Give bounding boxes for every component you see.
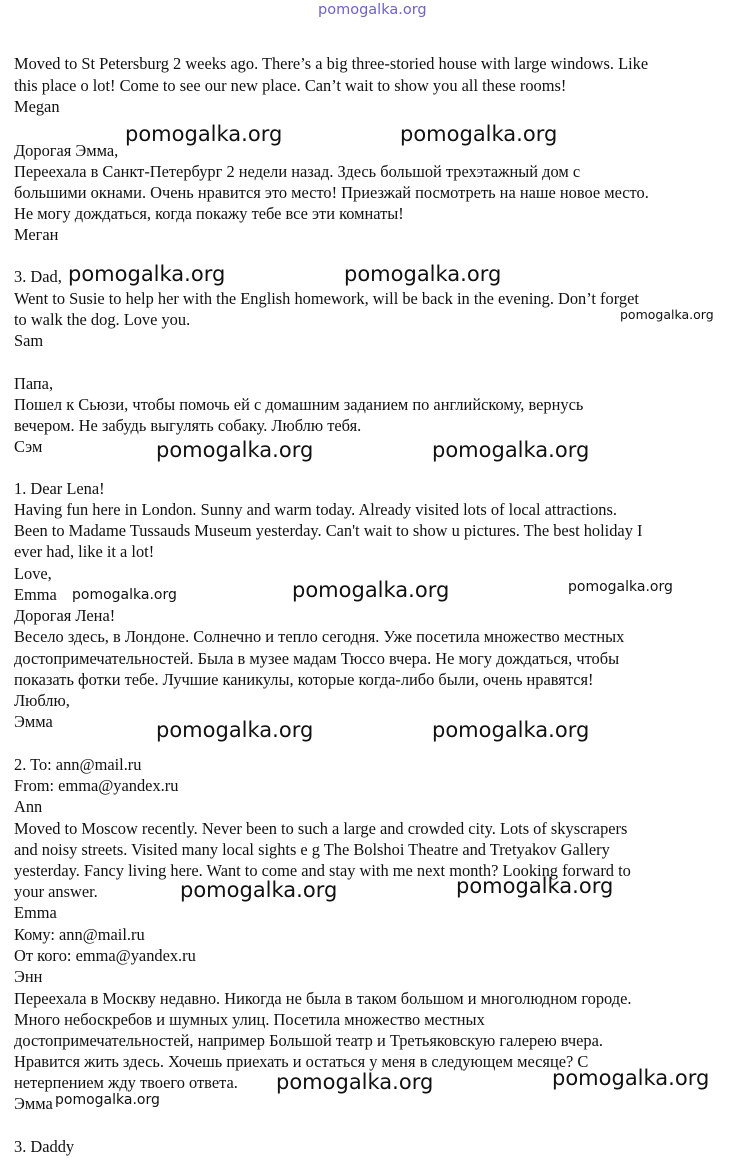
watermark: pomogalka.org (125, 122, 283, 146)
text-line: Love, (14, 564, 52, 583)
text-line: Эмма (14, 712, 53, 731)
text-line: Megan (14, 97, 60, 116)
text-line: Moved to Moscow recently. Never been to such a large and crowded city. Lots of skyscrapers (14, 819, 628, 838)
text-line: Дорогая Лена! (14, 606, 116, 625)
text-line: Люблю, (14, 691, 70, 710)
text-line: От кого: emma@yandex.ru (14, 946, 196, 965)
watermark: pomogalka.org (400, 122, 558, 146)
watermark: pomogalka.org (68, 262, 226, 286)
watermark-top: pomogalka.org (318, 2, 427, 18)
text-line: 1. Dear Lena! (14, 479, 105, 498)
text-line: нетерпением жду твоего ответа. (14, 1073, 238, 1092)
watermark: pomogalka.org (180, 878, 338, 902)
text-line: Emma (14, 585, 57, 604)
text-line: Moved to St Petersburg 2 weeks ago. There’s a big three-storied house with large windows. Like (14, 54, 649, 73)
text-line: and noisy streets. Visited many local sights e g The Bolshoi Theatre and Tretyakov Gallery (14, 840, 610, 859)
text-line: Кому: ann@mail.ru (14, 925, 145, 944)
watermark: pomogalka.org (292, 578, 450, 602)
watermark: pomogalka.org (432, 718, 590, 742)
text-line: Sam (14, 331, 44, 350)
text-line: Меган (14, 225, 59, 244)
text-line: Went to Susie to help her with the English homework, will be back in the evening. Don’t forget (14, 289, 639, 308)
text-line: Не могу дождаться, когда покажу тебе все эти комнаты! (14, 204, 404, 223)
text-line: Сэм (14, 437, 43, 456)
watermark: pomogalka.org (156, 718, 314, 742)
watermark: pomogalka.org (156, 438, 314, 462)
watermark: pomogalka.org (276, 1070, 434, 1094)
text-line: to walk the dog. Love you. (14, 310, 191, 329)
text-line: From: emma@yandex.ru (14, 776, 179, 795)
text-line: Been to Madame Tussauds Museum yesterday. Can't wait to show u pictures. The best holiday I (14, 521, 643, 540)
text-line: yesterday. Fancy living here. Want to come and stay with me next month? Looking forward to (14, 861, 631, 880)
watermark: pomogalka.org (344, 262, 502, 286)
text-line: Переехала в Санкт-Петербург 2 недели назад. Здесь большой трехэтажный дом с (14, 162, 581, 181)
text-line: показать фотки тебе. Лучшие каникулы, которые когда-либо были, очень нравятся! (14, 670, 594, 689)
text-line: вечером. Не забудь выгулять собаку. Люблю тебя. (14, 416, 362, 435)
text-line: 3. Daddy (14, 1137, 75, 1156)
text-line: Emma (14, 903, 57, 922)
text-line: достопримечательностей, например Большой театр и Третьяковскую галерею вчера. (14, 1031, 603, 1050)
watermark: pomogalka.org (72, 587, 177, 603)
text-line: достопримечательностей. Была в музее мадам Тюссо вчера. Не могу дождаться, чтобы (14, 649, 620, 668)
text-line: Энн (14, 967, 43, 986)
text-line: большими окнами. Очень нравится это место! Приезжай посмотреть на наше новое место. (14, 183, 649, 202)
text-line: 3. Dad, (14, 267, 62, 286)
watermark: pomogalka.org (55, 1092, 160, 1108)
text-line: Весело здесь, в Лондоне. Солнечно и тепло сегодня. Уже посетила множество местных (14, 627, 625, 646)
text-line: 2. To: ann@mail.ru (14, 755, 142, 774)
text-line: Нравится жить здесь. Хочешь приехать и остаться у меня в следующем месяце? С (14, 1052, 589, 1071)
text-line: Пошел к Сьюзи, чтобы помочь ей с домашним заданием по английскому, вернусь (14, 395, 584, 414)
text-line: Переехала в Москву недавно. Никогда не была в таком большом и многолюдном городе. (14, 989, 632, 1008)
watermark: pomogalka.org (568, 579, 673, 595)
text-line: ever had, like it a lot! (14, 542, 155, 561)
text-line: Эмма (14, 1094, 53, 1113)
watermark: pomogalka.org (432, 438, 590, 462)
watermark: pomogalka.org (456, 874, 614, 898)
text-line: Having fun here in London. Sunny and warm today. Already visited lots of local attractions. (14, 500, 617, 519)
text-line: this place o lot! Come to see our new place. Can’t wait to show you all these rooms! (14, 76, 567, 95)
text-line: Ann (14, 797, 43, 816)
text-line: Много небоскребов и шумных улиц. Посетила множество местных (14, 1010, 485, 1029)
text-line: Папа, (14, 374, 54, 393)
watermark: pomogalka.org (620, 307, 714, 322)
watermark: pomogalka.org (552, 1066, 710, 1090)
text-line: Дорогая Эмма, (14, 141, 119, 160)
text-line: your answer. (14, 882, 98, 901)
